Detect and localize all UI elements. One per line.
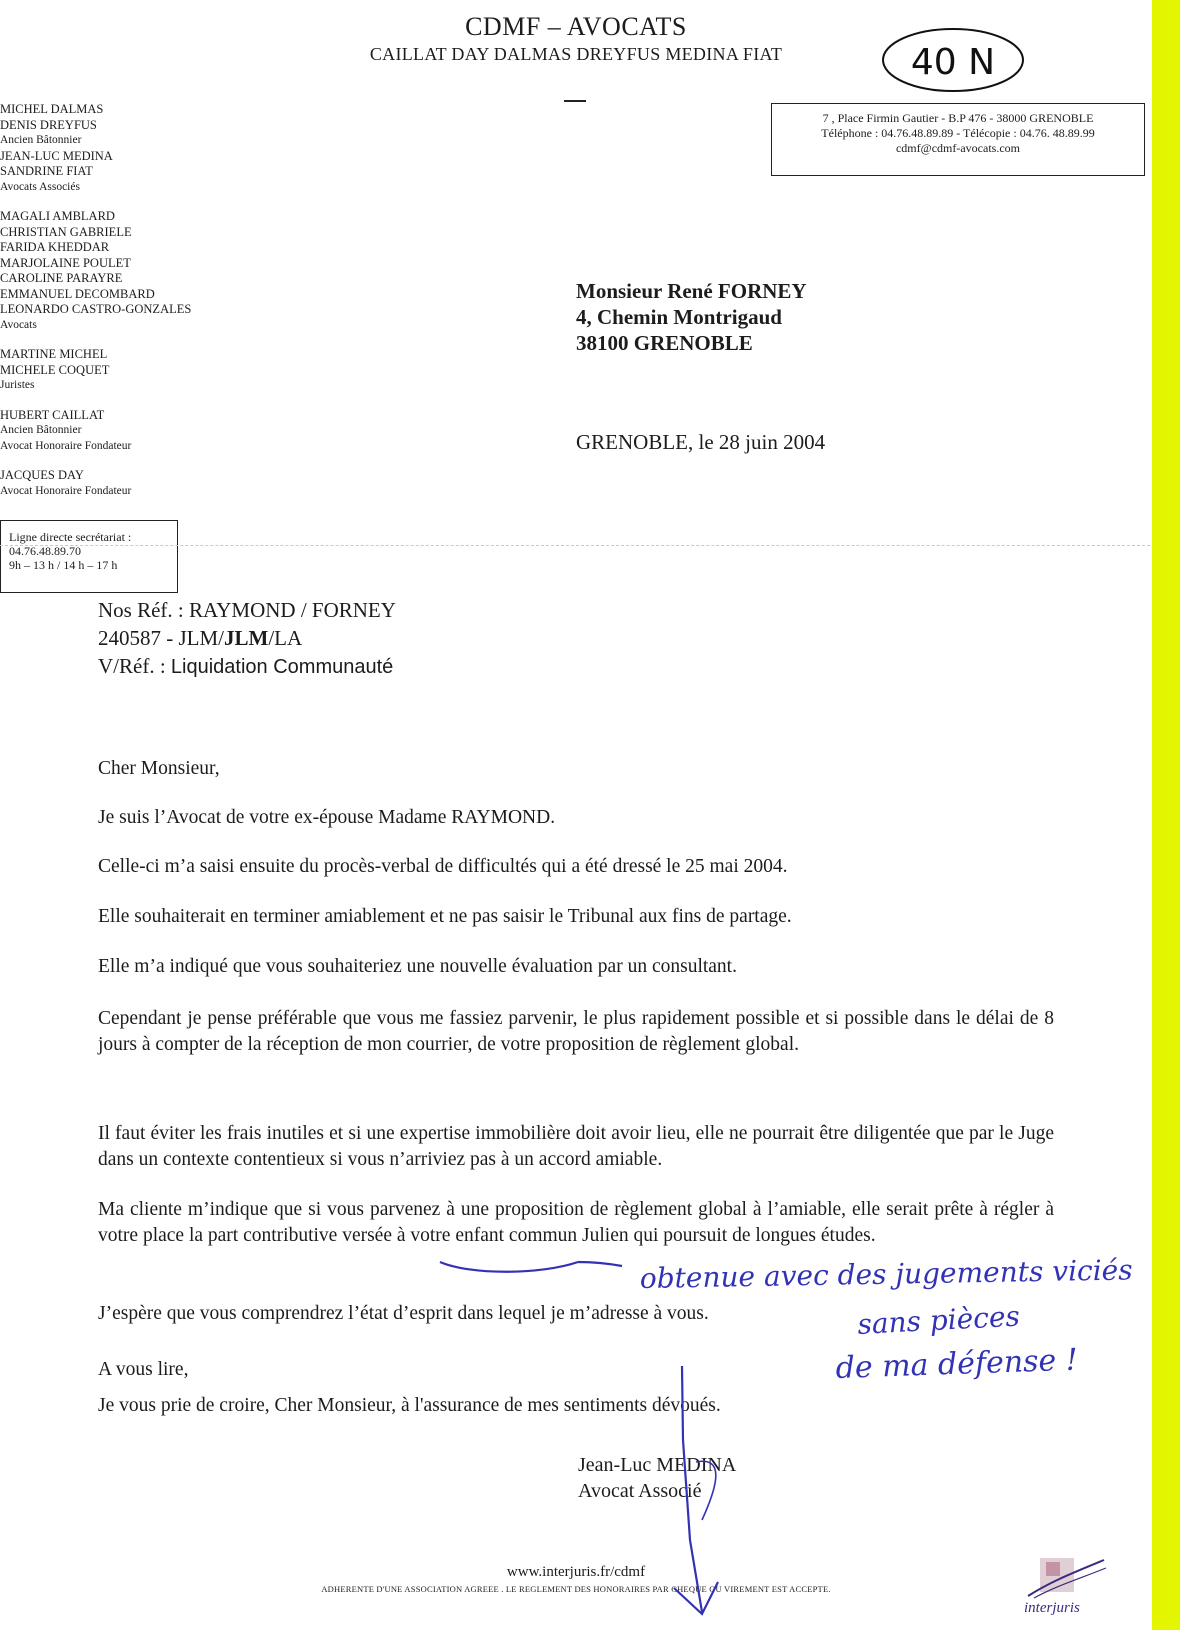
member-line: EMMANUEL DECOMBARD [0, 286, 155, 301]
member-line: MAGALI AMBLARD [0, 209, 115, 223]
direct-line-phone: 04.76.48.89.70 [9, 544, 81, 558]
firm-name: CDMF – AVOCATS [465, 12, 687, 41]
direct-line-box [0, 520, 178, 593]
body-paragraph: Elle souhaiterait en terminer amiablement et ne pas saisir le Tribunal aux fins de partage. [98, 906, 792, 927]
member-line: MARTINE MICHEL [0, 347, 108, 361]
direct-line-label: Ligne directe secrétariat : [9, 530, 132, 544]
underline-stroke [440, 1262, 578, 1272]
body-paragraph: Cependant je pense préférable que vous me fassiez parvenir, le plus rapidement possible et si possible dans le délai de 8 jours à compter de la réception de mon courrier, de votre proposition de règlement global. [98, 1008, 1054, 1055]
closing-line: A vous lire, [98, 1359, 189, 1380]
member-line: MICHEL DALMAS [0, 102, 104, 116]
group-title: Juristes [0, 379, 35, 391]
connector-stroke [578, 1262, 622, 1266]
member-title: Avocat Honoraire Fondateur [0, 439, 132, 452]
member-title: Ancien Bâtonnier [0, 424, 82, 436]
member-line: HUBERT CAILLAT [0, 407, 105, 422]
your-reference: V/Réf. : Liquidation Communauté [98, 654, 394, 678]
signature-block [578, 1452, 736, 1504]
note-line-1: obtenue avec des jugements viciés [639, 1253, 1133, 1295]
founder-group-1 [0, 408, 200, 455]
member-line: LEONARDO CASTRO-GONZALES [0, 302, 192, 316]
stamp-text: 40 N [910, 42, 996, 83]
our-reference: Nos Réf. : RAYMOND / FORNEY [98, 598, 396, 622]
member-title: Ancien Bâtonnier [0, 134, 82, 146]
fold-mark [0, 545, 1150, 546]
jurists-group [0, 347, 200, 394]
partners-group [0, 102, 200, 195]
group-title: Avocats [0, 318, 37, 331]
member-line: FARIDA KHEDDAR [0, 240, 110, 254]
recipient-street: 4, Chemin Montrigaud [576, 305, 782, 329]
firm-members-column [0, 102, 200, 513]
reference-stamp [880, 24, 1026, 96]
member-line: SANDRINE FIAT [0, 164, 93, 178]
member-line: MARJOLAINE POULET [0, 255, 131, 270]
member-line: DENIS DREYFUS [0, 117, 97, 132]
recipient-address [576, 278, 807, 356]
body-paragraph: J’espère que vous comprendrez l’état d’esprit dans lequel je m’adresse à vous. [98, 1303, 709, 1324]
group-title: Avocats Associés [0, 180, 80, 193]
founder-group-2 [0, 468, 200, 499]
firm-email: cdmf@cdmf-avocats.com [895, 141, 1020, 155]
footer-url: www.interjuris.fr/cdmf [506, 1564, 646, 1580]
member-line: CAROLINE PARAYRE [0, 271, 123, 285]
footer-note: ADHERENTE D'UNE ASSOCIATION AGREEE . LE REGLEMENT DES HONORAIRES PAR CHEQUE OU VIREMENT EST ACCEPTE. [321, 1584, 831, 1594]
signatory-name: Jean-Luc MEDINA [578, 1454, 737, 1476]
member-title: Avocat Honoraire Fondateur [0, 484, 132, 497]
recipient-name: Monsieur René FORNEY [576, 279, 807, 303]
body-paragraph: Ma cliente m’indique que si vous parvenez à une proposition de règlement global à l’amiable, elle serait prête à régler à votre place la part contributive versée à votre enfant commun Julien qui poursuit de longues études. [98, 1199, 1054, 1246]
member-line: MICHELE COQUET [0, 362, 110, 377]
firm-contact-box [771, 103, 1145, 176]
member-line: CHRISTIAN GABRIELE [0, 224, 132, 239]
signatory-title: Avocat Associé [578, 1480, 702, 1502]
reference-code: 240587 - JLM/JLM/LA [98, 626, 303, 650]
references-block [98, 596, 396, 681]
firm-phone-fax: Téléphone : 04.76.48.89.89 - Télécopie : 04.76. 48.89.99 [821, 126, 1095, 140]
body-paragraph: Je suis l’Avocat de votre ex-épouse Madame RAYMOND. [98, 807, 556, 828]
firm-address: 7 , Place Firmin Gautier - B.P 476 - 38000 GRENOBLE [822, 111, 1094, 125]
closing-formula: Je vous prie de croire, Cher Monsieur, à l'assurance de mes sentiments dévoués. [98, 1395, 721, 1416]
logo-text: interjuris [1024, 1600, 1080, 1616]
header-divider [564, 100, 586, 102]
note-line-3: de ma défense ! [835, 1342, 1079, 1386]
recipient-city: 38100 GRENOBLE [576, 331, 753, 355]
firm-partners-line: CAILLAT DAY DALMAS DREYFUS MEDINA FIAT [369, 44, 783, 64]
yellow-margin-strip [1152, 0, 1180, 1630]
lawyers-group [0, 209, 200, 333]
note-line-2: sans pièces [856, 1299, 1021, 1341]
logo-mark-icon [1020, 1552, 1110, 1602]
body-paragraph: Celle-ci m’a saisi ensuite du procès-verbal de difficultés qui a été dressé le 25 mai 2004. [98, 856, 788, 877]
member-line: JEAN-LUC MEDINA [0, 148, 113, 163]
letter-date: GRENOBLE, le 28 juin 2004 [576, 430, 826, 454]
body-paragraph: Elle m’a indiqué que vous souhaiteriez une nouvelle évaluation par un consultant. [98, 956, 737, 977]
body-paragraph: Il faut éviter les frais inutiles et si une expertise immobilière doit avoir lieu, elle ne pourrait être diligentée que par le Juge dans un contexte contentieux si vous n’arriviez pas à un accord amiable. [98, 1123, 1054, 1170]
interjuris-logo [1020, 1552, 1110, 1624]
direct-line-hours: 9h – 13 h / 14 h – 17 h [9, 558, 118, 572]
salutation: Cher Monsieur, [98, 758, 220, 779]
member-line: JACQUES DAY [0, 468, 84, 482]
